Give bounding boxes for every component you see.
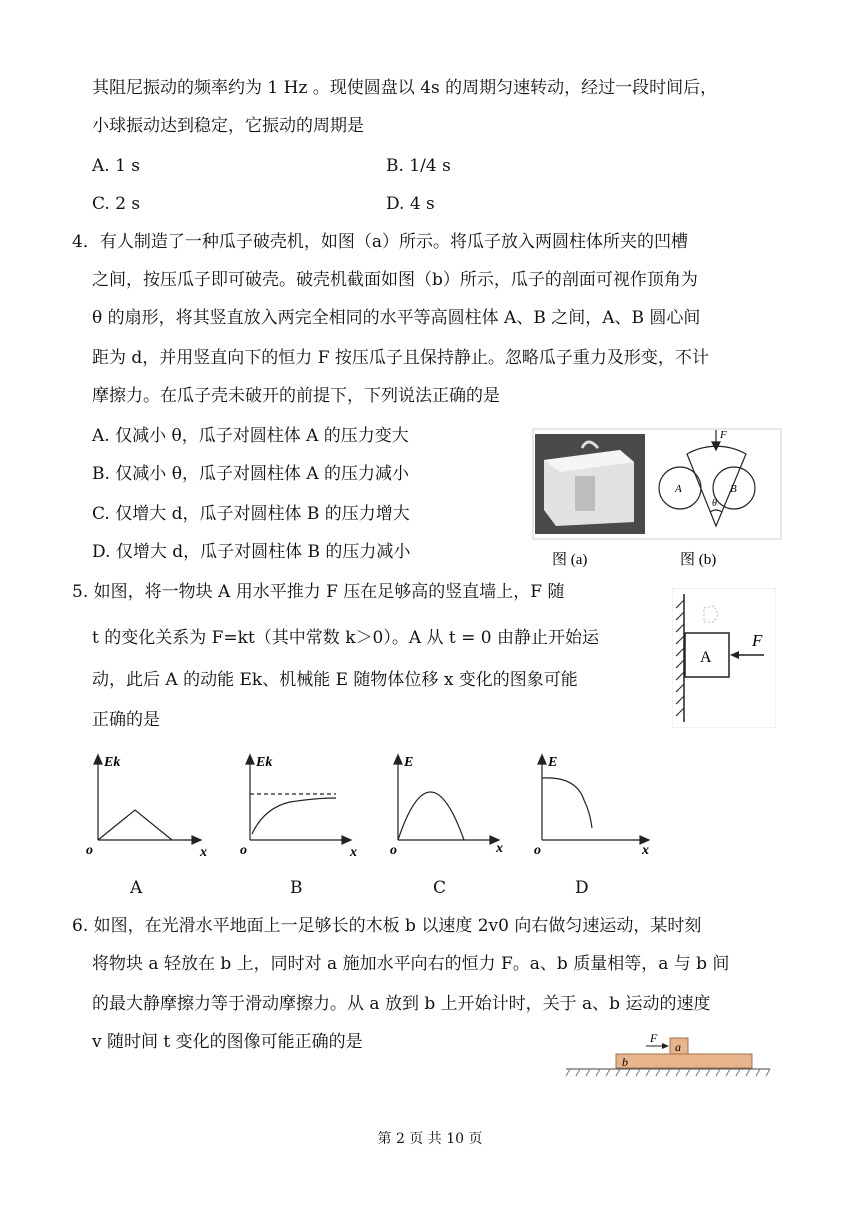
fig-label-b: b <box>622 1055 628 1069</box>
q3-option-d: D. 4 s <box>386 194 435 214</box>
fig-label-a: a <box>675 1040 681 1054</box>
fig-label-b: B <box>730 483 737 495</box>
fig-label-f: F <box>650 1031 658 1045</box>
graph-b-ylabel: Ek <box>256 755 273 770</box>
q6-line2: 将物块 a 轻放在 b 上，同时对 a 施加水平向右的恒力 F。a、b 质量相等，a 与 b 间 <box>92 954 730 974</box>
graph-d-xlabel: x <box>642 843 649 858</box>
q5-graphs <box>80 752 660 862</box>
graph-a-origin: o <box>86 843 93 858</box>
graph-c-xlabel: x <box>496 841 503 856</box>
nutcracker-photo <box>535 434 645 534</box>
graph-b-xlabel: x <box>350 845 357 860</box>
q4-option-d: D. 仅增大 d，瓜子对圆柱体 B 的压力减小 <box>92 542 411 562</box>
q3-line2: 小球振动达到稳定，它振动的周期是 <box>92 116 364 136</box>
q4-figure <box>530 426 785 576</box>
board-b <box>616 1054 752 1068</box>
graph-a-ylabel: Ek <box>104 755 121 770</box>
cross-section-diagram <box>659 430 755 526</box>
q4-option-a: A. 仅减小 θ，瓜子对圆柱体 A 的压力变大 <box>92 426 409 446</box>
page-footer: 第 2 页 共 10 页 <box>377 1131 483 1147</box>
fig-label-a: A <box>675 483 682 495</box>
q3-option-c: C. 2 s <box>92 194 141 214</box>
fig-label-f: F <box>720 429 727 441</box>
q5-line3: 动，此后 A 的动能 Ek、机械能 E 随物体位移 x 变化的图象可能 <box>92 670 578 690</box>
q5-line4: 正确的是 <box>92 710 160 730</box>
q5-line2: t 的变化关系为 F=kt（其中常数 k＞0）。A 从 t = 0 由静止开始运 <box>92 628 600 648</box>
q6-board-figure <box>562 1030 774 1080</box>
graph-c-ylabel: E <box>404 755 414 770</box>
graph-c-origin: o <box>390 843 397 858</box>
q4-line5: 摩擦力。在瓜子壳未破开的前提下，下列说法正确的是 <box>92 386 500 406</box>
q4-line2: 之间，按压瓜子即可破壳。破壳机截面如图（b）所示，瓜子的剖面可视作顶角为 <box>92 270 698 290</box>
graph-b-origin: o <box>240 843 247 858</box>
graph-c-option: C <box>433 878 447 898</box>
q3-line1: 其阻尼振动的频率约为 1 Hz 。现使圆盘以 4s 的周期匀速转动，经过一段时间后， <box>92 78 718 98</box>
q6-line1: 6. 如图，在光滑水平地面上一足够长的木板 b 以速度 2v0 向右做匀速运动，某时刻 <box>72 916 702 936</box>
q6-line4: v 随时间 t 变化的图像可能正确的是 <box>92 1032 363 1052</box>
q4-line3: θ 的扇形，将其竖直放入两完全相同的水平等高圆柱体 A、B 之间，A、B 圆心间 <box>92 308 701 328</box>
q4-option-c: C. 仅增大 d，瓜子对圆柱体 B 的压力增大 <box>92 504 410 524</box>
q4-line4: 距为 d，并用竖直向下的恒力 F 按压瓜子且保持静止。忽略瓜子重力及形变，不计 <box>92 348 709 368</box>
q5-wall-figure <box>672 588 776 728</box>
graph-a-option: A <box>130 878 143 898</box>
fig-a-caption: 图 (a) <box>552 552 588 568</box>
q4-option-b: B. 仅减小 θ，瓜子对圆柱体 A 的压力减小 <box>92 464 410 484</box>
force-label: F <box>752 631 763 650</box>
graph-d-option: D <box>575 878 589 898</box>
q3-option-a: A. 1 s <box>92 156 141 176</box>
q3-option-b: B. 1/4 s <box>386 156 451 176</box>
fig-b-caption: 图 (b) <box>680 552 717 568</box>
graph-d-ylabel: E <box>548 755 558 770</box>
q4-line1: 4．有人制造了一种瓜子破壳机，如图（a）所示。将瓜子放入两圆柱体所夹的凹槽 <box>72 232 688 252</box>
q6-line3: 的最大静摩擦力等于滑动摩擦力。从 a 放到 b 上开始计时，关于 a、b 运动的速度 <box>92 994 711 1014</box>
graph-a-xlabel: x <box>200 845 207 860</box>
fig-label-theta: θ <box>712 498 717 509</box>
graph-b-option: B <box>290 878 303 898</box>
block-a-label: A <box>700 649 712 666</box>
graph-d-origin: o <box>534 843 541 858</box>
q5-line1: 5. 如图，将一物块 A 用水平推力 F 压在足够高的竖直墙上，F 随 <box>72 582 565 602</box>
